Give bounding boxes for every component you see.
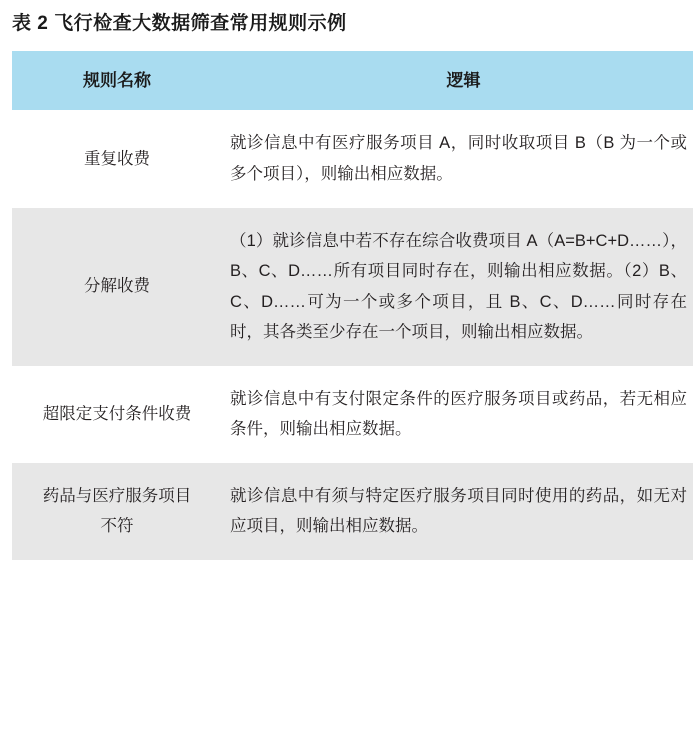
rule-name-text: 重复收费 <box>84 149 150 168</box>
table-row <box>12 366 693 463</box>
column-header-rule-name: 规则名称 <box>12 51 222 111</box>
cell-logic: 就诊信息中有支付限定条件的医疗服务项目或药品，若无相应条件，则输出相应数据。 <box>222 366 693 463</box>
table-caption: 表 2 飞行检查大数据筛查常用规则示例 <box>12 13 347 34</box>
table-header-row <box>12 51 693 111</box>
table-row <box>12 463 693 560</box>
table-body <box>12 110 693 559</box>
table-header <box>12 51 693 111</box>
cell-rule-name <box>12 110 222 207</box>
cell-logic: （1）就诊信息中若不存在综合收费项目 A（A=B+C+D……），B、C、D……所有项目同时存在，则输出相应数据。（2）B、C、D……可为一个或多个项目，且 B、C、D……同时存在时，其各类至少存在一个项目，则输出相应数据。 <box>222 208 693 366</box>
rules-table <box>12 51 693 560</box>
cell-rule-name <box>12 366 222 463</box>
rule-name-text: 超限定支付条件收费 <box>42 404 192 423</box>
rule-name-text: 分解收费 <box>84 277 150 296</box>
cell-logic: 就诊信息中有须与特定医疗服务项目同时使用的药品，如无对应项目，则输出相应数据。 <box>222 463 693 560</box>
column-header-logic: 逻辑 <box>222 51 693 111</box>
cell-logic: 就诊信息中有医疗服务项目 A，同时收取项目 B（B 为一个或多个项目），则输出相应数据。 <box>222 110 693 207</box>
cell-rule-name <box>12 208 222 366</box>
cell-rule-name <box>12 463 222 560</box>
rule-name-text: 药品与医疗服务项目不符 <box>42 486 192 536</box>
table-row <box>12 110 693 207</box>
table-row <box>12 208 693 366</box>
